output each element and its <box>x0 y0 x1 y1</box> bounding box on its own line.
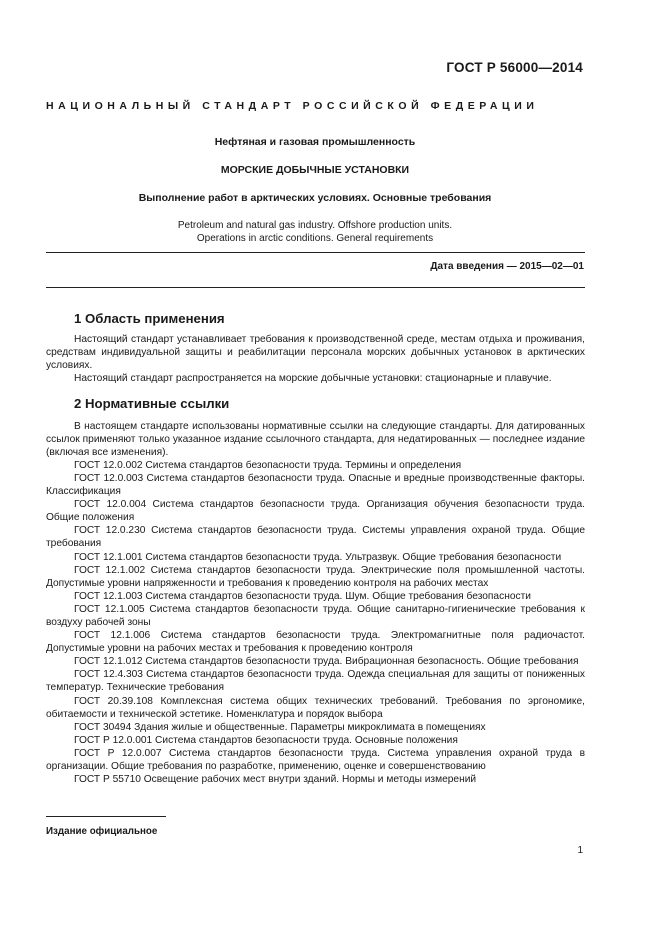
national-standard-banner: НАЦИОНАЛЬНЫЙ СТАНДАРТ РОССИЙСКОЙ ФЕДЕРАЦИИ <box>46 100 539 112</box>
reference-item: ГОСТ 12.0.230 Система стандартов безопасности труда. Системы управления охраной труда. Общие требования <box>46 525 585 550</box>
reference-item: ГОСТ 20.39.108 Комплексная система общих технических требований. Требования по эргономике, обитаемости и технической эстетике. Номенклатура и порядок выбора <box>46 695 585 720</box>
reference-item: ГОСТ Р 55710 Освещение рабочих мест внутри зданий. Нормы и методы измерений <box>74 774 477 786</box>
reference-item: ГОСТ 12.1.003 Система стандартов безопасности труда. Шум. Общие требования безопасности <box>74 590 531 602</box>
reference-item: ГОСТ 12.1.005 Система стандартов безопасности труда. Общие санитарно-гигиенические требования к воздуху рабочей зоны <box>46 603 585 628</box>
reference-item: ГОСТ 12.0.004 Система стандартов безопасности труда. Организация обучения безопасности труда. Общие положения <box>46 499 585 524</box>
reference-item: ГОСТ 12.1.002 Система стандартов безопасности труда. Электрические поля промышленной частоты. Допустимые уровни напряженности и требования к проведению контроля на рабочих местах <box>46 564 585 589</box>
divider <box>46 287 585 288</box>
introduction-date: Дата введения — 2015—02—01 <box>430 261 584 272</box>
document-body <box>46 312 585 786</box>
paragraph: Настоящий стандарт распространяется на морские добычные установки: стационарные и плавучие. <box>74 373 552 385</box>
reference-item: ГОСТ 12.1.006 Система стандартов безопасности труда. Электромагнитные поля радиочастот. Допустимые уровни на рабочих местах и требования к проведению контроля <box>46 630 585 655</box>
title-english-line: Operations in arctic conditions. General requirements <box>196 233 434 244</box>
reference-item: ГОСТ 12.1.012 Система стандартов безопасности труда. Вибрационная безопасность. Общие требования <box>74 656 579 668</box>
paragraph: В настоящем стандарте использованы нормативные ссылки на следующие стандарты. Для датированных ссылок применяют только указанное издание ссылочного стандарта, для недатированных — последнее издание (включая все изменения). <box>46 420 585 458</box>
page-number: 1 <box>577 845 583 856</box>
title-subtitle: Выполнение работ в арктических условиях. Основные требования <box>138 192 492 204</box>
reference-item: ГОСТ Р 12.0.001 Система стандартов безопасности труда. Основные положения <box>74 734 458 746</box>
section-title: 2 Нормативные ссылки <box>74 396 230 412</box>
reference-item: ГОСТ 12.4.303 Система стандартов безопасности труда. Одежда специальная для защиты от пониженных температур. Технические требования <box>46 669 585 694</box>
title-english-line: Petroleum and natural gas industry. Offshore production units. <box>177 220 453 231</box>
title-industry: Нефтяная и газовая промышленность <box>214 136 416 148</box>
footer-divider <box>46 816 166 817</box>
reference-item: ГОСТ 12.0.002 Система стандартов безопасности труда. Термины и определения <box>74 459 462 471</box>
title-block <box>60 136 570 245</box>
paragraph: Настоящий стандарт устанавливает требования к производственной среде, местам отдыха и проживания, средствам индивидуальной защиты и реабилитации персонала морских добычных установок в арктических условиях. <box>46 334 585 372</box>
title-english <box>60 219 570 245</box>
divider <box>46 252 585 253</box>
reference-item: ГОСТ 12.0.003 Система стандартов безопасности труда. Опасные и вредные производственные факторы. Классификация <box>46 472 585 498</box>
official-edition-label: Издание официальное <box>46 826 158 837</box>
section-title: 1 Область применения <box>74 311 225 326</box>
reference-item: ГОСТ 12.1.001 Система стандартов безопасности труда. Ультразвук. Общие требования безопасности <box>74 551 562 563</box>
reference-item: ГОСТ 30494 Здания жилые и общественные. Параметры микроклимата в помещениях <box>74 721 486 733</box>
reference-item: ГОСТ Р 12.0.007 Система стандартов безопасности труда. Система управления охраной труда в организации. Общие требования по разработке, применению, оценке и совершенствованию <box>46 747 585 772</box>
title-main: МОРСКИЕ ДОБЫЧНЫЕ УСТАНОВКИ <box>220 164 410 176</box>
standard-number: ГОСТ Р 56000—2014 <box>446 60 583 75</box>
